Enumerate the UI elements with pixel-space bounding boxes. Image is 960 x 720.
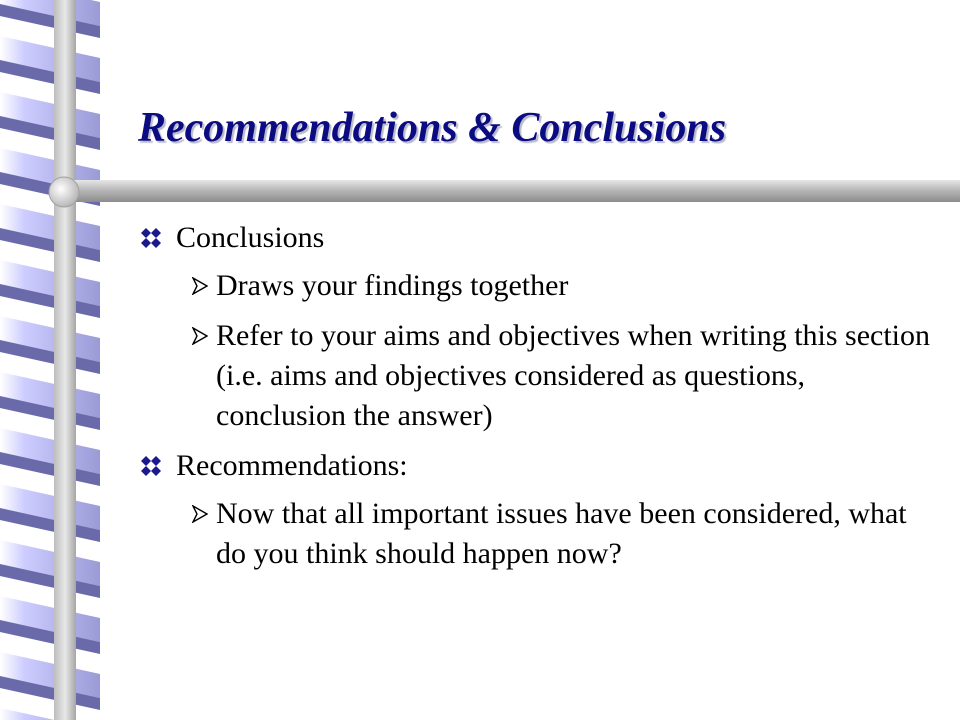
bullet-text: Recommendations:: [176, 449, 408, 482]
sub-bullet-item: [192, 266, 940, 306]
bullet-list: [140, 218, 940, 574]
bullet-item: [140, 218, 940, 258]
bullet-text: Draws your findings together: [216, 269, 569, 302]
sub-bullet-item: [192, 316, 940, 436]
sub-bullet-item: [192, 494, 940, 574]
arrowhead-icon: [192, 494, 208, 534]
bullet-text: Now that all important issues have been considered, what do you think should happen now?: [216, 497, 907, 570]
arrowhead-icon: [192, 316, 208, 356]
slide-title: Recommendations & Conclusions: [138, 105, 727, 151]
diamond-star-icon: [140, 446, 162, 486]
diamond-star-icon: [140, 218, 162, 258]
bullet-item: [140, 446, 940, 486]
arrowhead-icon: [192, 266, 208, 306]
bullet-text: Refer to your aims and objectives when writing this section (i.e. aims and objectives considered as questions, conclusion the answer): [216, 319, 931, 432]
bullet-text: Conclusions: [176, 221, 325, 254]
